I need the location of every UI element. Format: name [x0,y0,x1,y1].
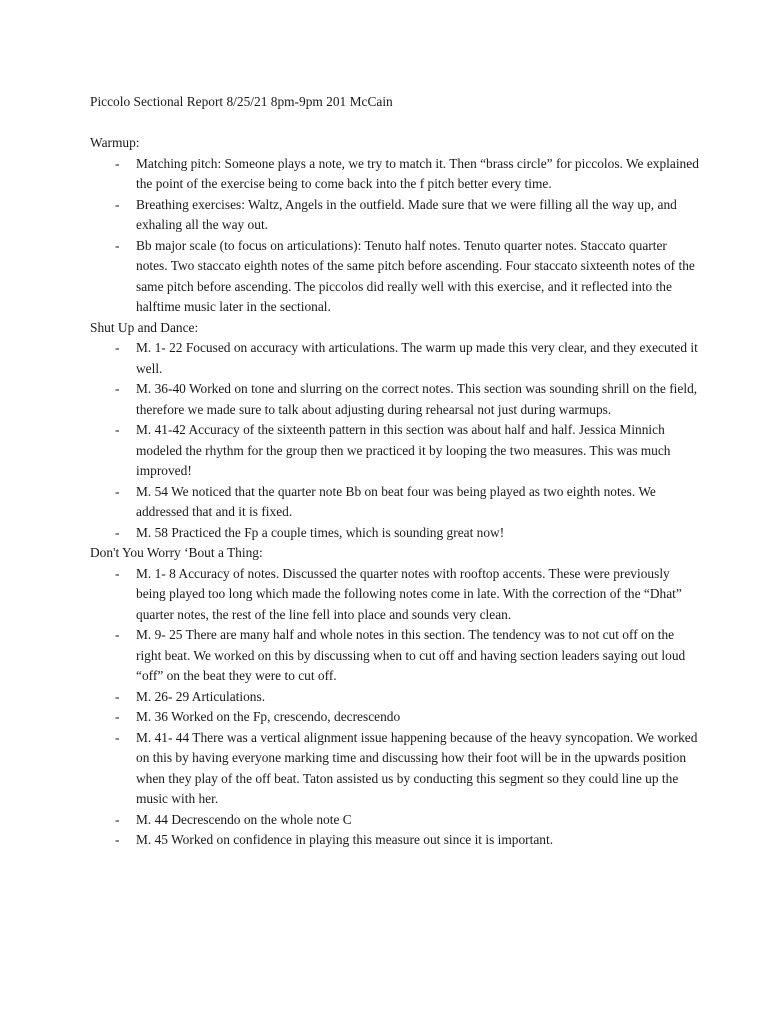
sections-container [90,133,700,851]
list-item [90,195,700,236]
bullet-dash: - [115,422,120,437]
list-item [90,482,700,523]
list-item-text: M. 41- 44 There was a vertical alignment issue happening because of the heavy syncopation. We worked on this by having everyone marking time and discussing how their foot will be in the upwards position when they play of the off beat. Taton assisted us by conducting this segment so they could line up the music with her. [136,729,698,806]
bullet-dash: - [115,709,120,724]
list-item-text: M. 44 Decrescendo on the whole note C [136,811,352,827]
list-item-text: M. 36-40 Worked on tone and slurring on the correct notes. This section was sounding shrill on the field, therefore we made sure to talk about adjusting during rehearsal not just during warmups. [136,381,698,417]
list-item [90,564,700,626]
list-item [90,728,700,810]
bullet-dash: - [115,729,120,745]
blank-line [90,113,700,134]
list-item-text: M. 41-42 Accuracy of the sixteenth pattern in this section was about half and half. Jessica Minnich modeled the rhythm for the group then we practiced it by looping the two measures. This was much improved! [136,422,671,478]
bullet-dash: - [115,381,120,396]
section-heading: Warmup: [90,135,140,150]
list-item-text: Bb major scale (to focus on articulations): Tenuto half notes. Tenuto quarter notes. Staccato quarter notes. Two staccato eighth notes of the same pitch before ascending. Four staccato sixteenth notes of the same pitch before ascending. The piccolos did really well with this exercise, and it reflected into the halftime music later in the sectional. [136,237,695,314]
bullet-dash: - [115,524,120,540]
list-item [90,830,700,851]
list-item-text: Matching pitch: Someone plays a note, we try to match it. Then “brass circle” for piccolos. We explained the point of the exercise being to come back into the f pitch better every time. [136,155,699,191]
list-item [90,338,700,379]
list-item-text: M. 9- 25 There are many half and whole notes in this section. The tendency was to not cut off on the right beat. We worked on this by discussing when to cut off and having section leaders saying out loud “off” on the beat they were to cut off. [136,627,686,683]
list-item-text: M. 45 Worked on confidence in playing this measure out since it is important. [136,832,554,847]
bullet-list [90,564,700,851]
bullet-dash: - [115,811,120,827]
bullet-dash: - [115,237,120,253]
document-page [90,92,700,851]
list-item [90,236,700,318]
bullet-dash: - [115,688,120,704]
section-heading: Shut Up and Dance: [90,319,199,335]
list-item [90,687,700,708]
bullet-list [90,154,700,318]
list-item [90,379,700,420]
list-item [90,523,700,544]
bullet-list [90,338,700,543]
list-item-text: M. 1- 22 Focused on accuracy with articulations. The warm up made this very clear, and they executed it well. [136,340,698,376]
bullet-dash: - [115,832,120,847]
section-heading: Don't You Worry ‘Bout a Thing: [90,545,263,560]
document-title: Piccolo Sectional Report 8/25/21 8pm-9pm 201 McCain [90,94,393,109]
list-item-text: M. 58 Practiced the Fp a couple times, which is sounding great now! [136,524,505,540]
list-item-text: M. 1- 8 Accuracy of notes. Discussed the quarter notes with rooftop accents. These were previously being played too long which made the following notes come in late. With the correction of the “Dhat” quarter notes, the rest of the line fell into place and sounds very clean. [136,565,682,622]
list-item [90,420,700,482]
bullet-dash: - [115,483,120,499]
bullet-dash: - [115,340,120,355]
list-item-text: M. 26- 29 Articulations. [136,688,266,704]
list-item [90,707,700,728]
list-item-text: M. 36 Worked on the Fp, crescendo, decrescendo [136,709,401,724]
bullet-dash: - [115,627,120,642]
list-item [90,625,700,687]
bullet-dash: - [115,196,120,212]
list-item [90,810,700,831]
list-item-text: Breathing exercises: Waltz, Angels in the outfield. Made sure that we were filling all the way up, and exhaling all the way out. [136,196,677,232]
bullet-dash: - [115,565,120,581]
list-item-text: M. 54 We noticed that the quarter note Bb on beat four was being played as two eighth notes. We addressed that and it is fixed. [136,483,656,519]
list-item [90,154,700,195]
bullet-dash: - [115,155,120,171]
